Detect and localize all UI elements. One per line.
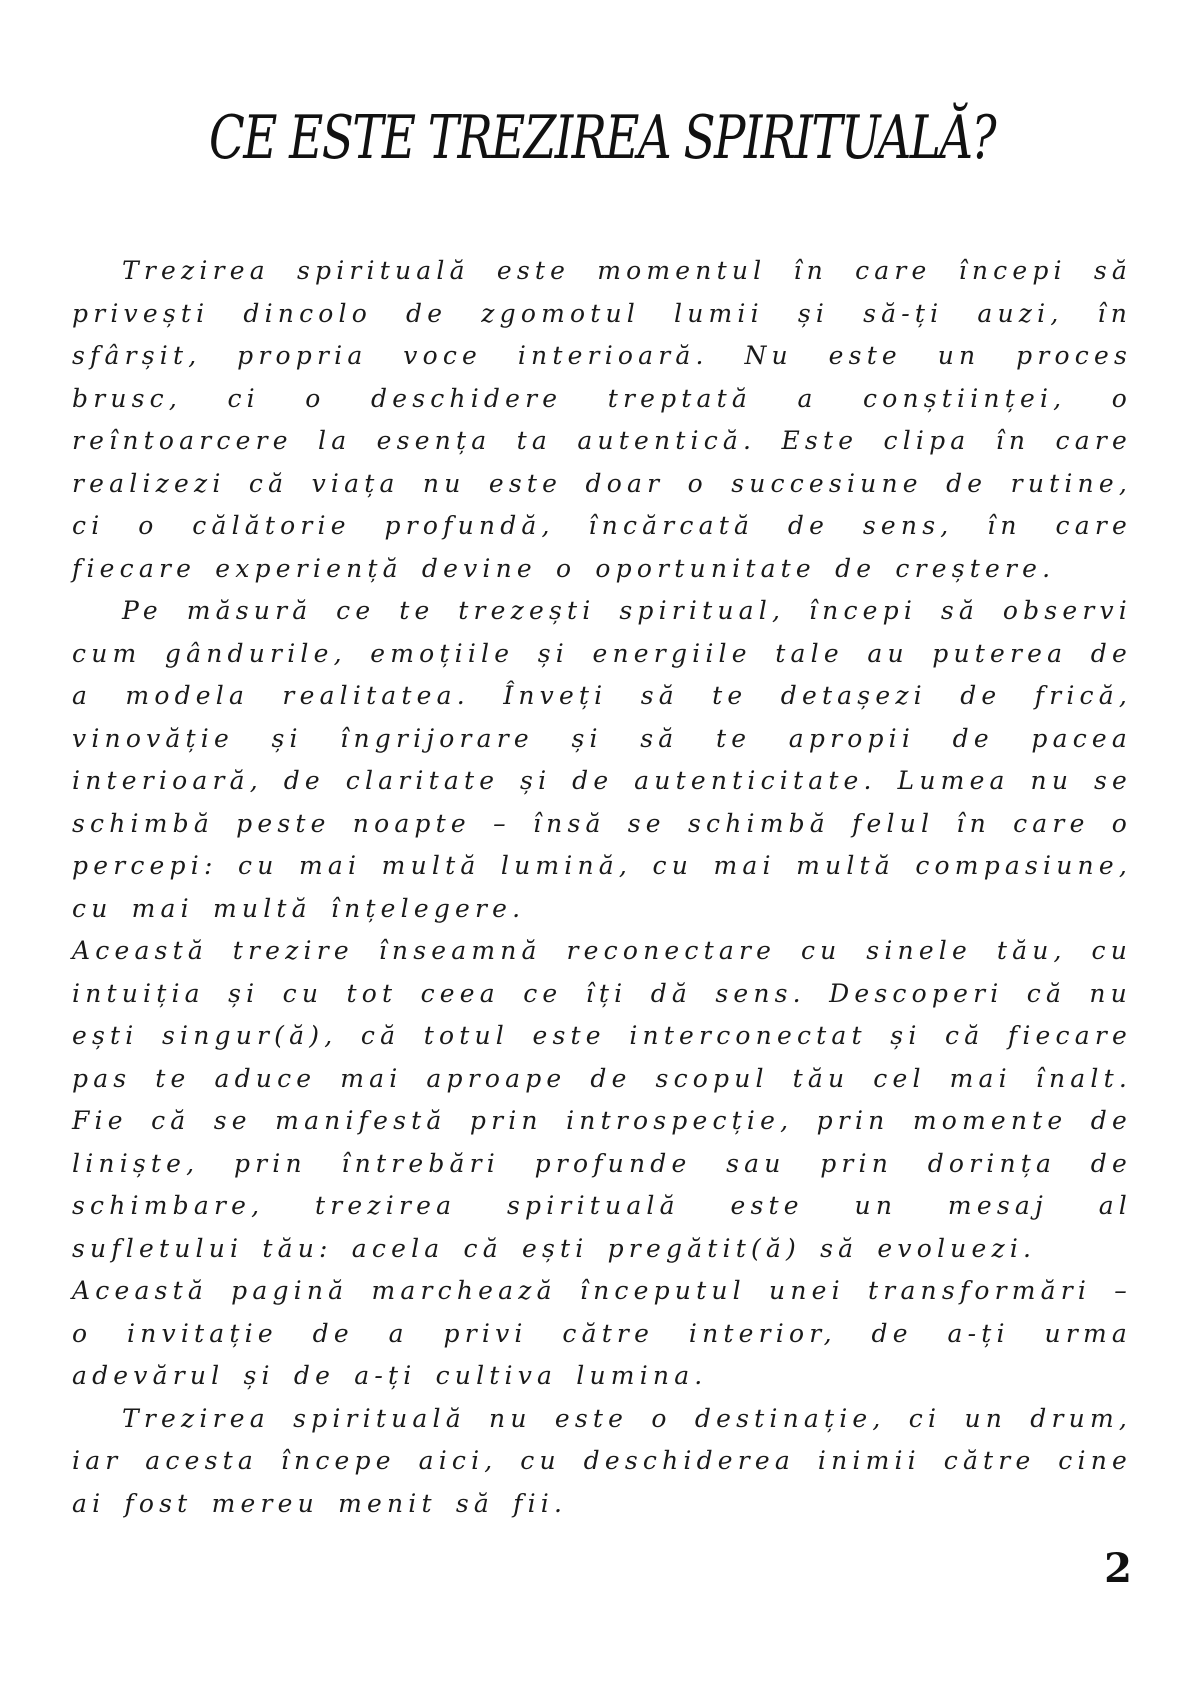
body-text <box>72 250 1132 1525</box>
paragraph-2: Pe măsură ce te trezești spiritual, începi să observi cum gândurile, emoțiile și energiile tale au puterea de a modela realitatea. Înveți să te detașezi de frică, vinovăție și îngrijorare și să te apropii de pacea interioară, de claritate și de autenticitate. Lumea nu se schimbă peste noapte – însă se schimbă felul în care o percepi: cu mai multă lumină, cu mai multă compasiune, cu mai multă înțelegere. <box>72 596 1132 923</box>
paragraph-3: Această trezire înseamnă reconectare cu sinele tău, cu intuiția și cu tot ceea ce îți dă sens. Descoperi că nu ești singur(ă), că totul este interconectat și că fiecare pas te aduce mai aproape de scopul tău cel mai înalt. Fie că se manifestă prin introspecție, prin momente de liniște, prin întrebări profunde sau prin dorința de schimbare, trezirea spirituală este un mesaj al sufletului tău: acela că ești pregătit(ă) să evoluezi. <box>72 936 1132 1263</box>
page-title: CE ESTE TREZIREA SPIRITUALĂ? <box>208 103 996 173</box>
paragraph-1: Trezirea spirituală este momentul în care începi să privești dincolo de zgomotul lumii și să-ți auzi, în sfârșit, propria voce interioară. Nu este un proces brusc, ci o deschidere treptată a conștiinței, o reîntoarcere la esența ta autentică. Este clipa în care realizezi că viața nu este doar o succesiune de rutine, ci o călătorie profundă, încărcată de sens, în care fiecare experiență devine o oportunitate de creștere. <box>72 256 1132 583</box>
paragraph-5: Trezirea spirituală nu este o destinație, ci un drum, iar acesta începe aici, cu deschiderea inimii către cine ai fost mereu menit să fii. <box>72 1403 1132 1518</box>
paragraph-4: Această pagină marchează începutul unei transformări – o invitație de a privi către interior, de a-ți urma adevărul și de a-ți cultiva lumina. <box>72 1276 1132 1390</box>
page-number: 2 <box>1104 1545 1132 1592</box>
